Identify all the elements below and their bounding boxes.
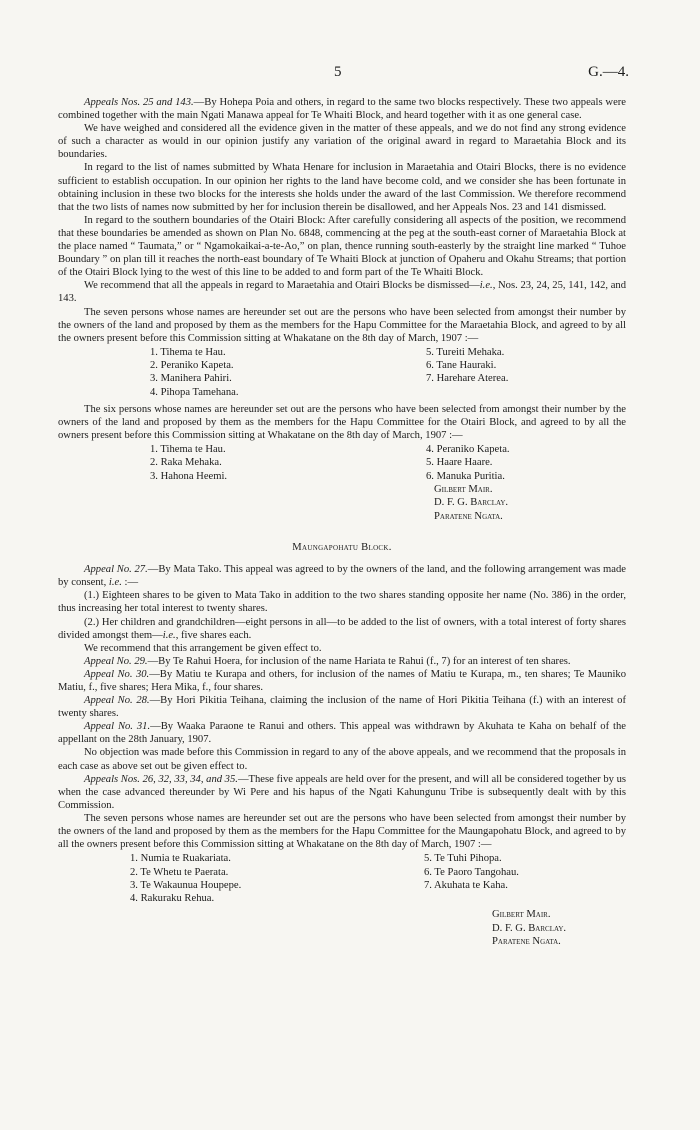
paragraph-appeal-28: Appeal No. 28.—By Hori Pikitia Teihana, claiming the inclusion of the name of Hori Pikitia Teihana (f.) with an interest of twenty shares. (58, 695, 626, 720)
list-item: 3. Manihera Pahiri. (150, 373, 232, 385)
list-item: 4. Rakuraku Rehua. (130, 893, 215, 905)
maungapohatu-committee-list (58, 852, 626, 946)
list-item: 6. Tane Hauraki. (426, 360, 497, 372)
list-item: 6. Te Paoro Tangohau. (424, 866, 519, 878)
paragraph-evidence: We have weighed and considered all the evidence given in the matter of these appeals, and we do not find any strong evidence of such a character as would in our opinion justify any variation of the original award in regard to Maraetahia Block and its boundaries. (58, 123, 626, 161)
paragraph-appeal-27-item-2: (2.) Her children and grandchildren—eight persons in all—to be added to the list of owners, with a total interest of forty shares divided amongst them—i.e., five shares each. (58, 616, 626, 641)
list-item: 7. Akuhata te Kaha. (424, 879, 508, 891)
signature: Gilbert Mair. (492, 909, 551, 921)
paragraph-appeals-held-over: Appeals Nos. 26, 32, 33, 34, and 35.—These five appeals are held over for the present, and will all be considered together by us when the case advanced thereunder by Wi Pere and his hapus of the Ngati Kahungunu Tribe is subsequently dealt with by this Commission. (58, 773, 626, 811)
list-item: 5. Haare Haare. (426, 457, 493, 469)
otairi-committee-list (58, 443, 626, 523)
paragraph-appeal-30: Appeal No. 30.—By Matiu te Kurapa and others, for inclusion of the names of Matiu te Kurapa, m., ten shares; Te Mauniko Matiu, f., five shares; Hera Mika, f., four shares. (58, 668, 626, 693)
paragraph-dismissal: We recommend that all the appeals in regard to Maraetahia and Otairi Blocks be dismissed—i.e., Nos. 23, 24, 25, 141, 142, and 143. (58, 280, 627, 305)
list-item: 6. Manuka Puritia. (426, 470, 505, 482)
list-item: 4. Peraniko Kapeta. (426, 444, 510, 456)
list-item: 3. Te Wakaunua Houpepe. (130, 879, 242, 891)
paragraph-appeal-27-recommend: We recommend that this arrangement be given effect to. (84, 642, 322, 654)
list-item: 1. Tihema te Hau. (150, 444, 226, 456)
paragraph-otairi-boundaries: In regard to the southern boundaries of the Otairi Block: After carefully considering all aspects of the position, we recommend that these boundaries be amended as shown on Plan No. 6848, commencing at the peg at the south-east corner of Maraetahia Block at the place named “ Taumata,” or “ Ngamokaikai-a-te-Ao,” on plan, thence running south-easterly by the straight line marked “ Tuhoe Boundary ” on plan till it reaches the north-east boundary of Te Whaiti Block at junction of Opaheru and Okahu Streams; that portion of the Otairi Block lying to the west of this line to be added to and form part of the Te Whaiti Block. (58, 214, 626, 279)
signature: Gilbert Mair. (434, 484, 493, 496)
document-page (58, 64, 629, 947)
paragraph-appeals-25-143: Appeals Nos. 25 and 143.—By Hohepa Poia and others, in regard to the same two blocks respectively. These two appeals were combined together with the main Ngati Manawa appeal for Te Whaiti Block, and heard together with it as one general case. (58, 97, 627, 122)
document-reference: G.—4. (588, 64, 629, 80)
list-item: 5. Tureiti Mehaka. (426, 346, 505, 358)
signatures-block-2 (492, 908, 566, 948)
signature: D. F. G. Barclay. (434, 497, 509, 509)
signature: Paratene Ngata. (492, 935, 561, 947)
paragraph-no-objection: No objection was made before this Commission in regard to any of the above appeals, and we recommend that the proposals in each case as above set out be given effect to. (58, 747, 626, 772)
list-item: 4. Pihopa Tamehana. (150, 386, 239, 398)
list-item: 3. Hahona Heemi. (150, 470, 228, 482)
paragraph-appeal-31: Appeal No. 31.—By Waaka Paraone te Ranui and others. This appeal was withdrawn by Akuhata te Kaha on behalf of the appellant on the 28th January, 1907. (58, 721, 627, 746)
signature: D. F. G. Barclay. (492, 922, 567, 934)
paragraph-appeal-27-item-1: (1.) Eighteen shares to be given to Mata Tako in addition to the two shares standing opposite her name (No. 386) in the order, thus increasing her total interest to twenty shares. (58, 590, 626, 615)
page-header (58, 64, 629, 96)
list-item: 7. Harehare Aterea. (426, 373, 509, 385)
list-item: 2. Peraniko Kapeta. (150, 360, 234, 372)
signatures-block-1 (434, 483, 508, 523)
list-item: 2. Raka Mehaka. (150, 457, 222, 469)
maraetahia-committee-list (58, 346, 626, 400)
paragraph-otairi-committee: The six persons whose names are hereunder set out are the persons who have been selected from amongst their number by the owners of the land and proposed by them as the members for the Hapu Committee for the Otairi Block, and agreed to by all the owners present before this Commission sitting at Whakatane on the 8th day of March, 1907 :— (58, 403, 626, 441)
list-item: 1. Numia te Ruakariata. (130, 853, 231, 865)
paragraph-whata-henare: In regard to the list of names submitted by Whata Henare for inclusion in Maraetahia and Otairi Blocks, there is no evidence sufficient to establish occupation. In our opinion her rights to the land have become cold, and we consider she has been fortunate in obtaining inclusion in these two blocks for the interests she holds under the award of the last Commission. We therefore recommend that the two lists of names now submitted by her for inclusion therein be disallowed, and her Appeals Nos. 23 and 141 dismissed. (58, 162, 626, 213)
paragraph-appeal-29: Appeal No. 29.—By Te Rahui Hoera, for inclusion of the name Hariata te Rahui (f., 7) for an interest of ten shares. (84, 655, 571, 667)
paragraph-maraetahia-committee: The seven persons whose names are hereunder set out are the persons who have been selected from amongst their number by the owners of the land and proposed by them as the members for the Hapu Committee for the Maraetahia Block, and agreed to by all the owners present before this Commission sitting at Whakatane on the 8th day of March, 1907 :— (58, 306, 626, 344)
paragraph-maungapohatu-committee: The seven persons whose names are hereunder set out are the persons who have been selected from amongst their number by the owners of the land and proposed by them as the members for the Hapu Committee for the Maungapohatu Block, and agreed to by all the owners present before this Commission sitting at Whakatane on the 8th day of March, 1907 :— (58, 812, 626, 851)
section-title: Maungapohatu Block. (292, 542, 392, 554)
page-number: 5 (334, 64, 342, 80)
list-item: 1. Tihema te Hau. (150, 346, 226, 358)
list-item: 2. Te Whetu te Paerata. (130, 866, 229, 878)
paragraph-appeal-27: Appeal No. 27.—By Mata Tako. This appeal was agreed to by the owners of the land, and the following arrangement was made by consent, i.e. :— (58, 564, 626, 589)
list-item: 5. Te Tuhi Pihopa. (424, 853, 502, 865)
signature: Paratene Ngata. (434, 510, 503, 522)
